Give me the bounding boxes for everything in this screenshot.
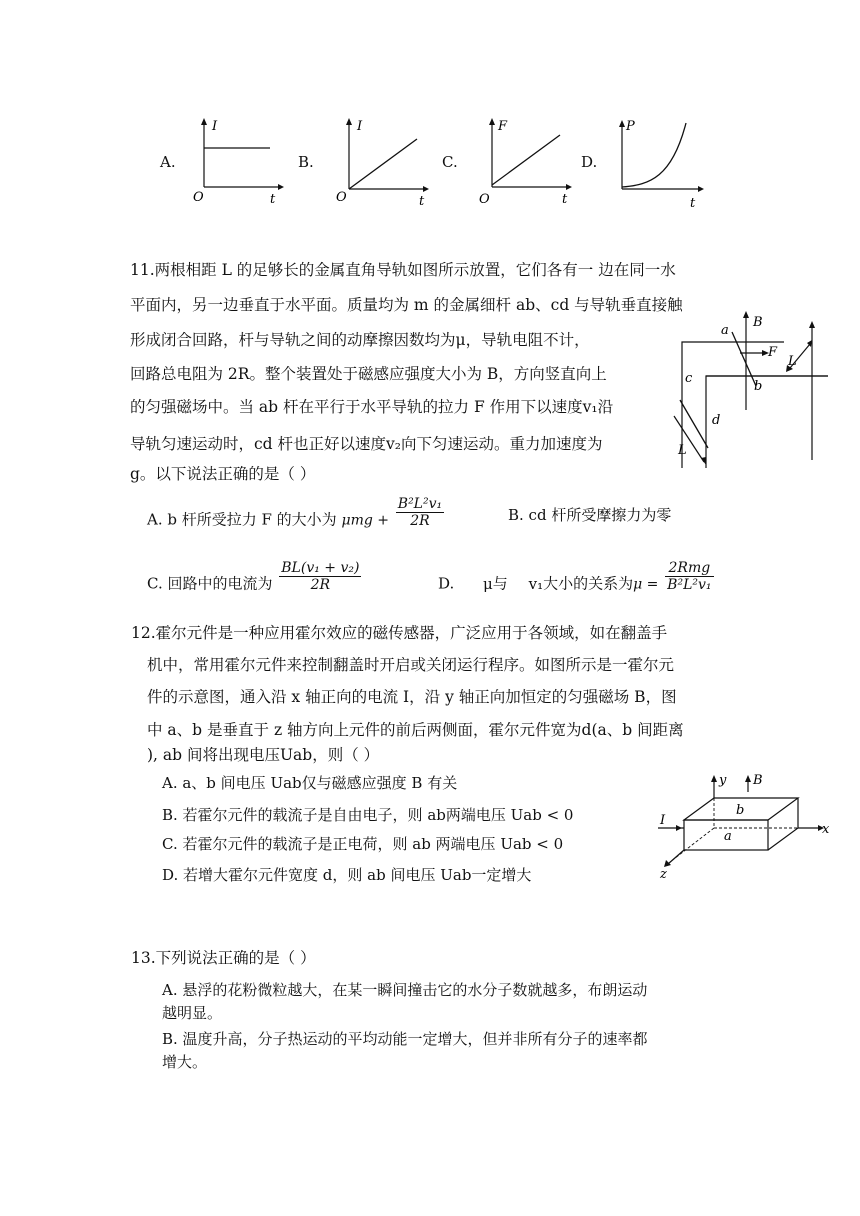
q11-fig-c: c [685, 371, 693, 386]
graph-d [610, 117, 710, 209]
q11-option-d[interactable] [438, 560, 716, 601]
q11-fig-b: b [754, 379, 763, 394]
graph-c-origin: O [479, 192, 490, 207]
graph-c-ylabel: F [498, 119, 508, 134]
q11-option-d-mu: μ [483, 574, 493, 593]
q12-line3: 件的示意图，通入沿 x 轴正向的电流 I，沿 y 轴正向加恒定的匀强磁场 B，图 [147, 688, 677, 706]
q11-option-d-text3: 大小的关系为 [543, 574, 634, 593]
q13-option-a[interactable] [162, 979, 647, 1023]
q12-fig-x: x [822, 822, 830, 837]
q11-line3: 形成闭合回路，杆与导轨之间的动摩擦因数均为μ，导轨电阻不计， [130, 331, 590, 349]
q11-option-a-denominator: 2R [410, 513, 430, 529]
graph-b-origin: O [336, 190, 347, 205]
q12-option-d[interactable]: D. 若增大霍尔元件宽度 d，则 ab 间电压 Uab一定增大 [162, 866, 532, 884]
q11-line4: 回路总电阻为 2R。整个装置处于磁感应强度大小为 B，方向竖直向上 [130, 365, 607, 383]
q12-fig-I: I [660, 813, 666, 828]
graph-c-letter: C. [442, 153, 458, 171]
q12-option-a[interactable]: A. a、b 间电压 Uab仅与磁感应强度 B 有关 [162, 774, 458, 792]
q11-fig-a: a [721, 323, 729, 338]
graph-a-origin: O [193, 190, 204, 205]
graph-b-xlabel: t [419, 194, 425, 207]
q11-option-a-text: A. b 杆所受拉力 F 的大小为 [147, 510, 337, 529]
graph-a-letter: A. [160, 153, 176, 171]
q11-line2: 平面内，另一边垂直于水平面。质量均为 m 的金属细杆 ab、cd 与导轨垂直接触 [130, 296, 683, 314]
q13-line1: 13.下列说法正确的是（ ） [131, 949, 316, 967]
graph-b-letter: B. [298, 153, 314, 171]
graph-b-ylabel: I [357, 119, 363, 134]
q13-option-a-line2: 越明显。 [162, 1004, 223, 1022]
q11-line1: 11.两根相距 L 的足够长的金属直角导轨如图所示放置，它们各有一 边在同一水 [130, 261, 676, 279]
q13-option-b[interactable] [162, 1028, 648, 1072]
graph-c-xlabel: t [562, 192, 568, 207]
q12-line1: 12.霍尔元件是一种应用霍尔效应的磁传感器，广泛应用于各领域，如在翻盖手 [131, 624, 668, 642]
q11-option-d-numerator: 2Rmg [665, 560, 713, 577]
q11-option-c-numerator: BL(v₁ + v₂) [281, 560, 360, 576]
q11-option-a-numerator: B²L²v₁ [397, 496, 443, 512]
q11-option-c-denominator: 2R [310, 577, 331, 593]
graph-c [476, 115, 576, 207]
q12-fig-z: z [660, 867, 667, 880]
q11-option-d-letter: D. [438, 574, 455, 593]
q11-option-a-formula-main: μmg + [341, 512, 389, 529]
q11-fig-L2: L [678, 443, 687, 458]
q11-option-c[interactable] [147, 560, 363, 601]
graph-b [333, 115, 433, 207]
q12-line4: 中 a、b 是垂直于 z 轴方向上元件的前后两侧面，霍尔元件宽为d(a、b 间距离 [147, 721, 684, 739]
q11-line6: 导轨匀速运动时，cd 杆也正好以速度v₂向下匀速运动。重力加速度为 [130, 435, 603, 453]
q11-option-d-lhs: μ = [633, 576, 659, 593]
q12-option-c[interactable]: C. 若霍尔元件的载流子是正电荷，则 ab 两端电压 Uab < 0 [162, 835, 564, 853]
q12-figure [652, 770, 832, 880]
q11-option-d-text2: 与 [492, 574, 508, 593]
q12-fig-a: a [724, 829, 732, 844]
q12-fig-B: B [753, 773, 763, 788]
graph-a-xlabel: t [270, 192, 276, 205]
q13-option-b-line1: B. 温度升高，分子热运动的平均动能一定增大，但并非所有分子的速率都 [162, 1030, 648, 1048]
q11-line5: 的匀强磁场中。当 ab 杆在平行于水平导轨的拉力 F 作用下以速度v₁沿 [130, 398, 614, 416]
q11-option-b[interactable]: B. cd 杆所受摩擦力为零 [508, 506, 672, 524]
q12-fig-y: y [719, 773, 727, 788]
q13-option-b-line2: 增大。 [162, 1053, 208, 1071]
q11-option-c-text: C. 回路中的电流为 [147, 574, 273, 593]
q11-fig-L1: L [788, 354, 797, 369]
q11-option-a[interactable] [147, 496, 446, 537]
graph-a-ylabel: I [212, 119, 218, 134]
q11-option-d-v1: v₁ [528, 574, 544, 593]
graph-d-ylabel: P [626, 119, 635, 134]
graph-d-xlabel: t [690, 196, 696, 209]
q12-option-b[interactable]: B. 若霍尔元件的载流子是自由电子，则 ab两端电压 Uab < 0 [162, 806, 574, 824]
q12-fig-b: b [736, 803, 745, 818]
graph-a [188, 115, 288, 205]
q13-option-a-line1: A. 悬浮的花粉微粒越大，在某一瞬间撞击它的水分子数就越多，布朗运动 [162, 981, 648, 999]
graph-d-letter: D. [581, 153, 598, 171]
q11-fig-F: F [768, 345, 778, 360]
q11-figure [660, 310, 830, 470]
q12-line2: 机中，常用霍尔元件来控制翻盖时开启或关闭运行程序。如图所示是一霍尔元 [147, 656, 675, 674]
q12-line5: ), ab 间将出现电压Uab，则（ ） [147, 746, 380, 764]
q11-fig-d: d [712, 413, 721, 428]
q11-option-d-denominator: B²L²v₁ [667, 577, 712, 593]
q11-line7: g。以下说法正确的是（ ） [130, 465, 316, 483]
q11-fig-B: B [753, 315, 763, 330]
